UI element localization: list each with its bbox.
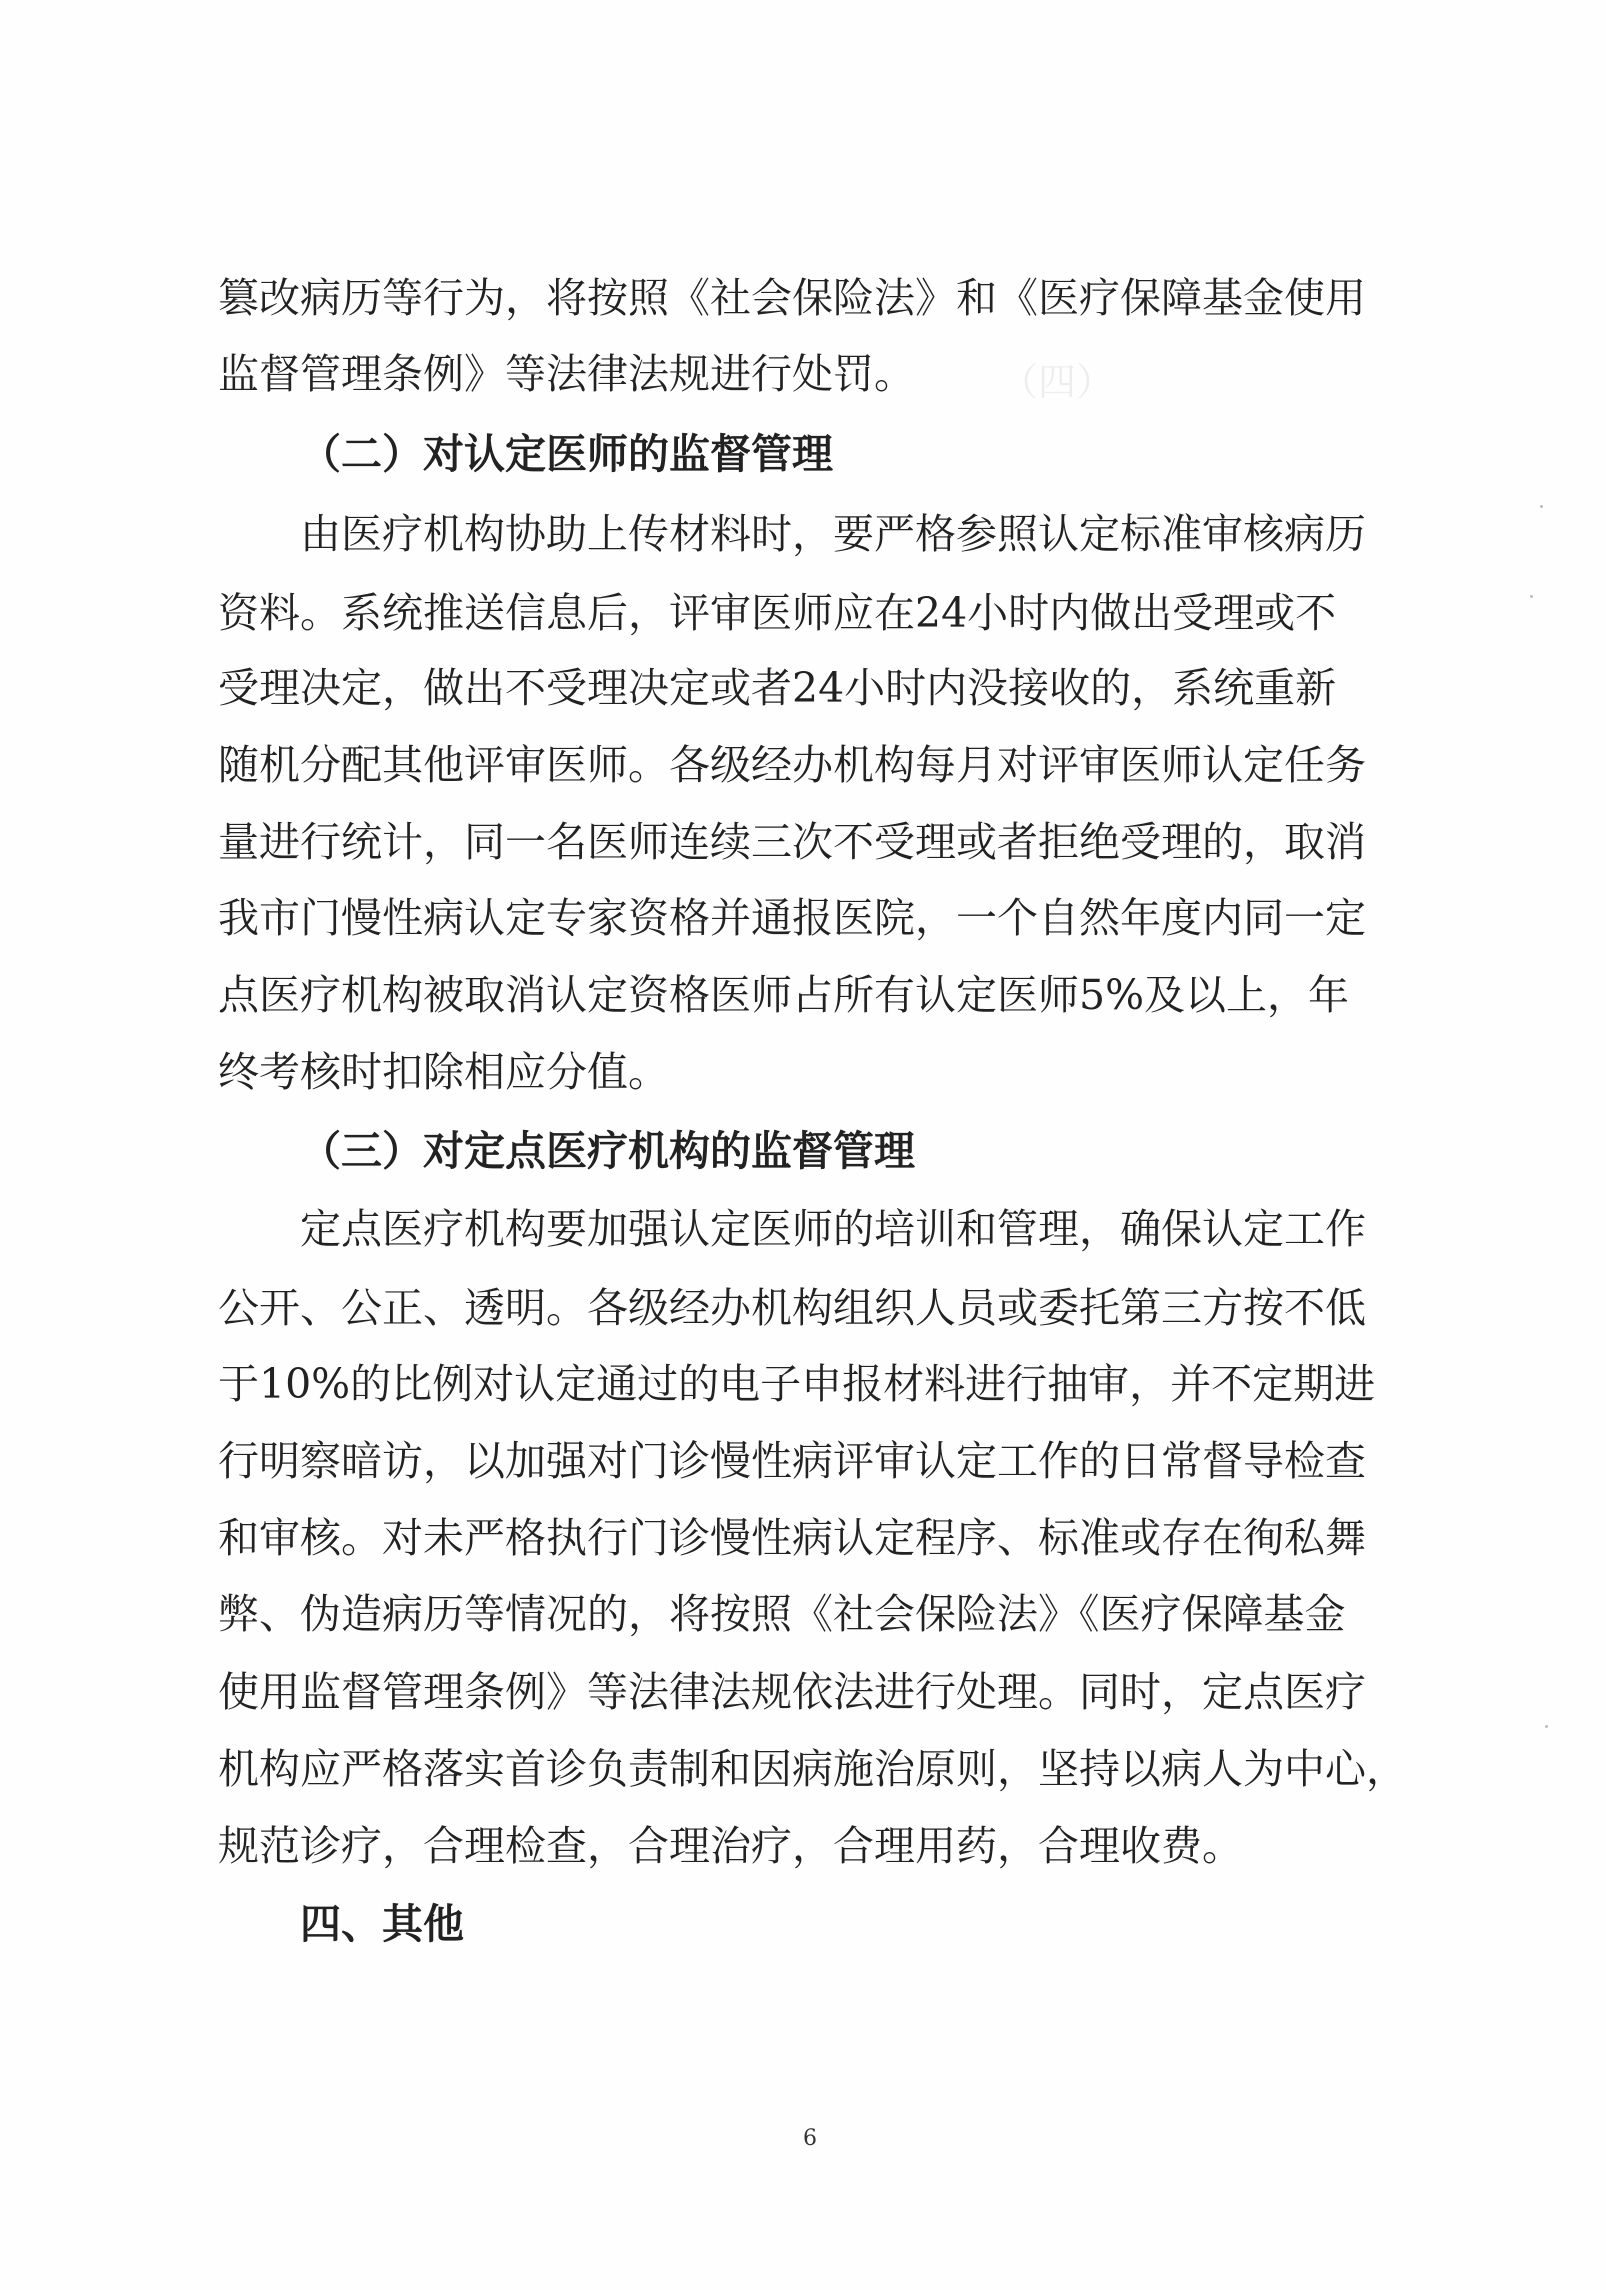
body-text-line: 随机分配其他评审医师。各级经办机构每月对评审医师认定任务 — [218, 741, 1366, 789]
body-text-line: 使用监督管理条例》等法律法规依法进行处理。同时，定点医疗 — [218, 1668, 1366, 1716]
body-text-line: 监督管理条例》等法律法规进行处罚。 — [218, 350, 915, 398]
page-number: 6 — [803, 2126, 817, 2151]
body-text-line: 点医疗机构被取消认定资格医师占所有认定医师5%及以上，年 — [218, 971, 1350, 1019]
section-heading: （二）对认定医师的监督管理 — [300, 430, 833, 478]
body-text-line: 量进行统计，同一名医师连续三次不受理或者拒绝受理的，取消 — [218, 818, 1366, 866]
body-text-line: 我市门慢性病认定专家资格并通报医院，一个自然年度内同一定 — [218, 894, 1366, 942]
body-text-line: 终考核时扣除相应分值。 — [218, 1048, 669, 1096]
body-text-line: 资料。系统推送信息后，评审医师应在24小时内做出受理或不 — [218, 589, 1337, 637]
body-text-line: 规范诊疗，合理检查，合理治疗，合理用药，合理收费。 — [218, 1822, 1243, 1870]
body-text-line: 行明察暗访，以加强对门诊慢性病评审认定工作的日常督导检查 — [218, 1437, 1366, 1485]
scan-speck — [1530, 595, 1533, 598]
body-text-line: 和审核。对未严格执行门诊慢性病认定程序、标准或存在徇私舞 — [218, 1514, 1366, 1562]
body-text-line: 受理决定，做出不受理决定或者24小时内没接收的，系统重新 — [218, 664, 1337, 712]
body-text-line: 弊、伪造病历等情况的，将按照《社会保险法》《医疗保障基金 — [218, 1590, 1346, 1638]
scan-speck — [1540, 505, 1543, 508]
body-text-line: 公开、公正、透明。各级经办机构组织人员或委托第三方按不低 — [218, 1284, 1366, 1332]
bleed-through-mark: （四） — [1000, 360, 1115, 404]
body-text-line: 机构应严格落实首诊负责制和因病施治原则，坚持以病人为中心， — [218, 1745, 1407, 1793]
body-text-line: 定点医疗机构要加强认定医师的培训和管理，确保认定工作 — [300, 1205, 1366, 1253]
body-text-line: 由医疗机构协助上传材料时，要严格参照认定标准审核病历 — [300, 510, 1366, 558]
section-heading: （三）对定点医疗机构的监督管理 — [300, 1127, 915, 1175]
body-text-line: 于10%的比例对认定通过的电子申报材料进行抽审，并不定期进 — [218, 1360, 1376, 1408]
body-text-line: 篡改病历等行为，将按照《社会保险法》和《医疗保障基金使用 — [218, 274, 1366, 322]
scan-speck — [1545, 1725, 1548, 1728]
section-heading: 四、其他 — [300, 1900, 464, 1948]
